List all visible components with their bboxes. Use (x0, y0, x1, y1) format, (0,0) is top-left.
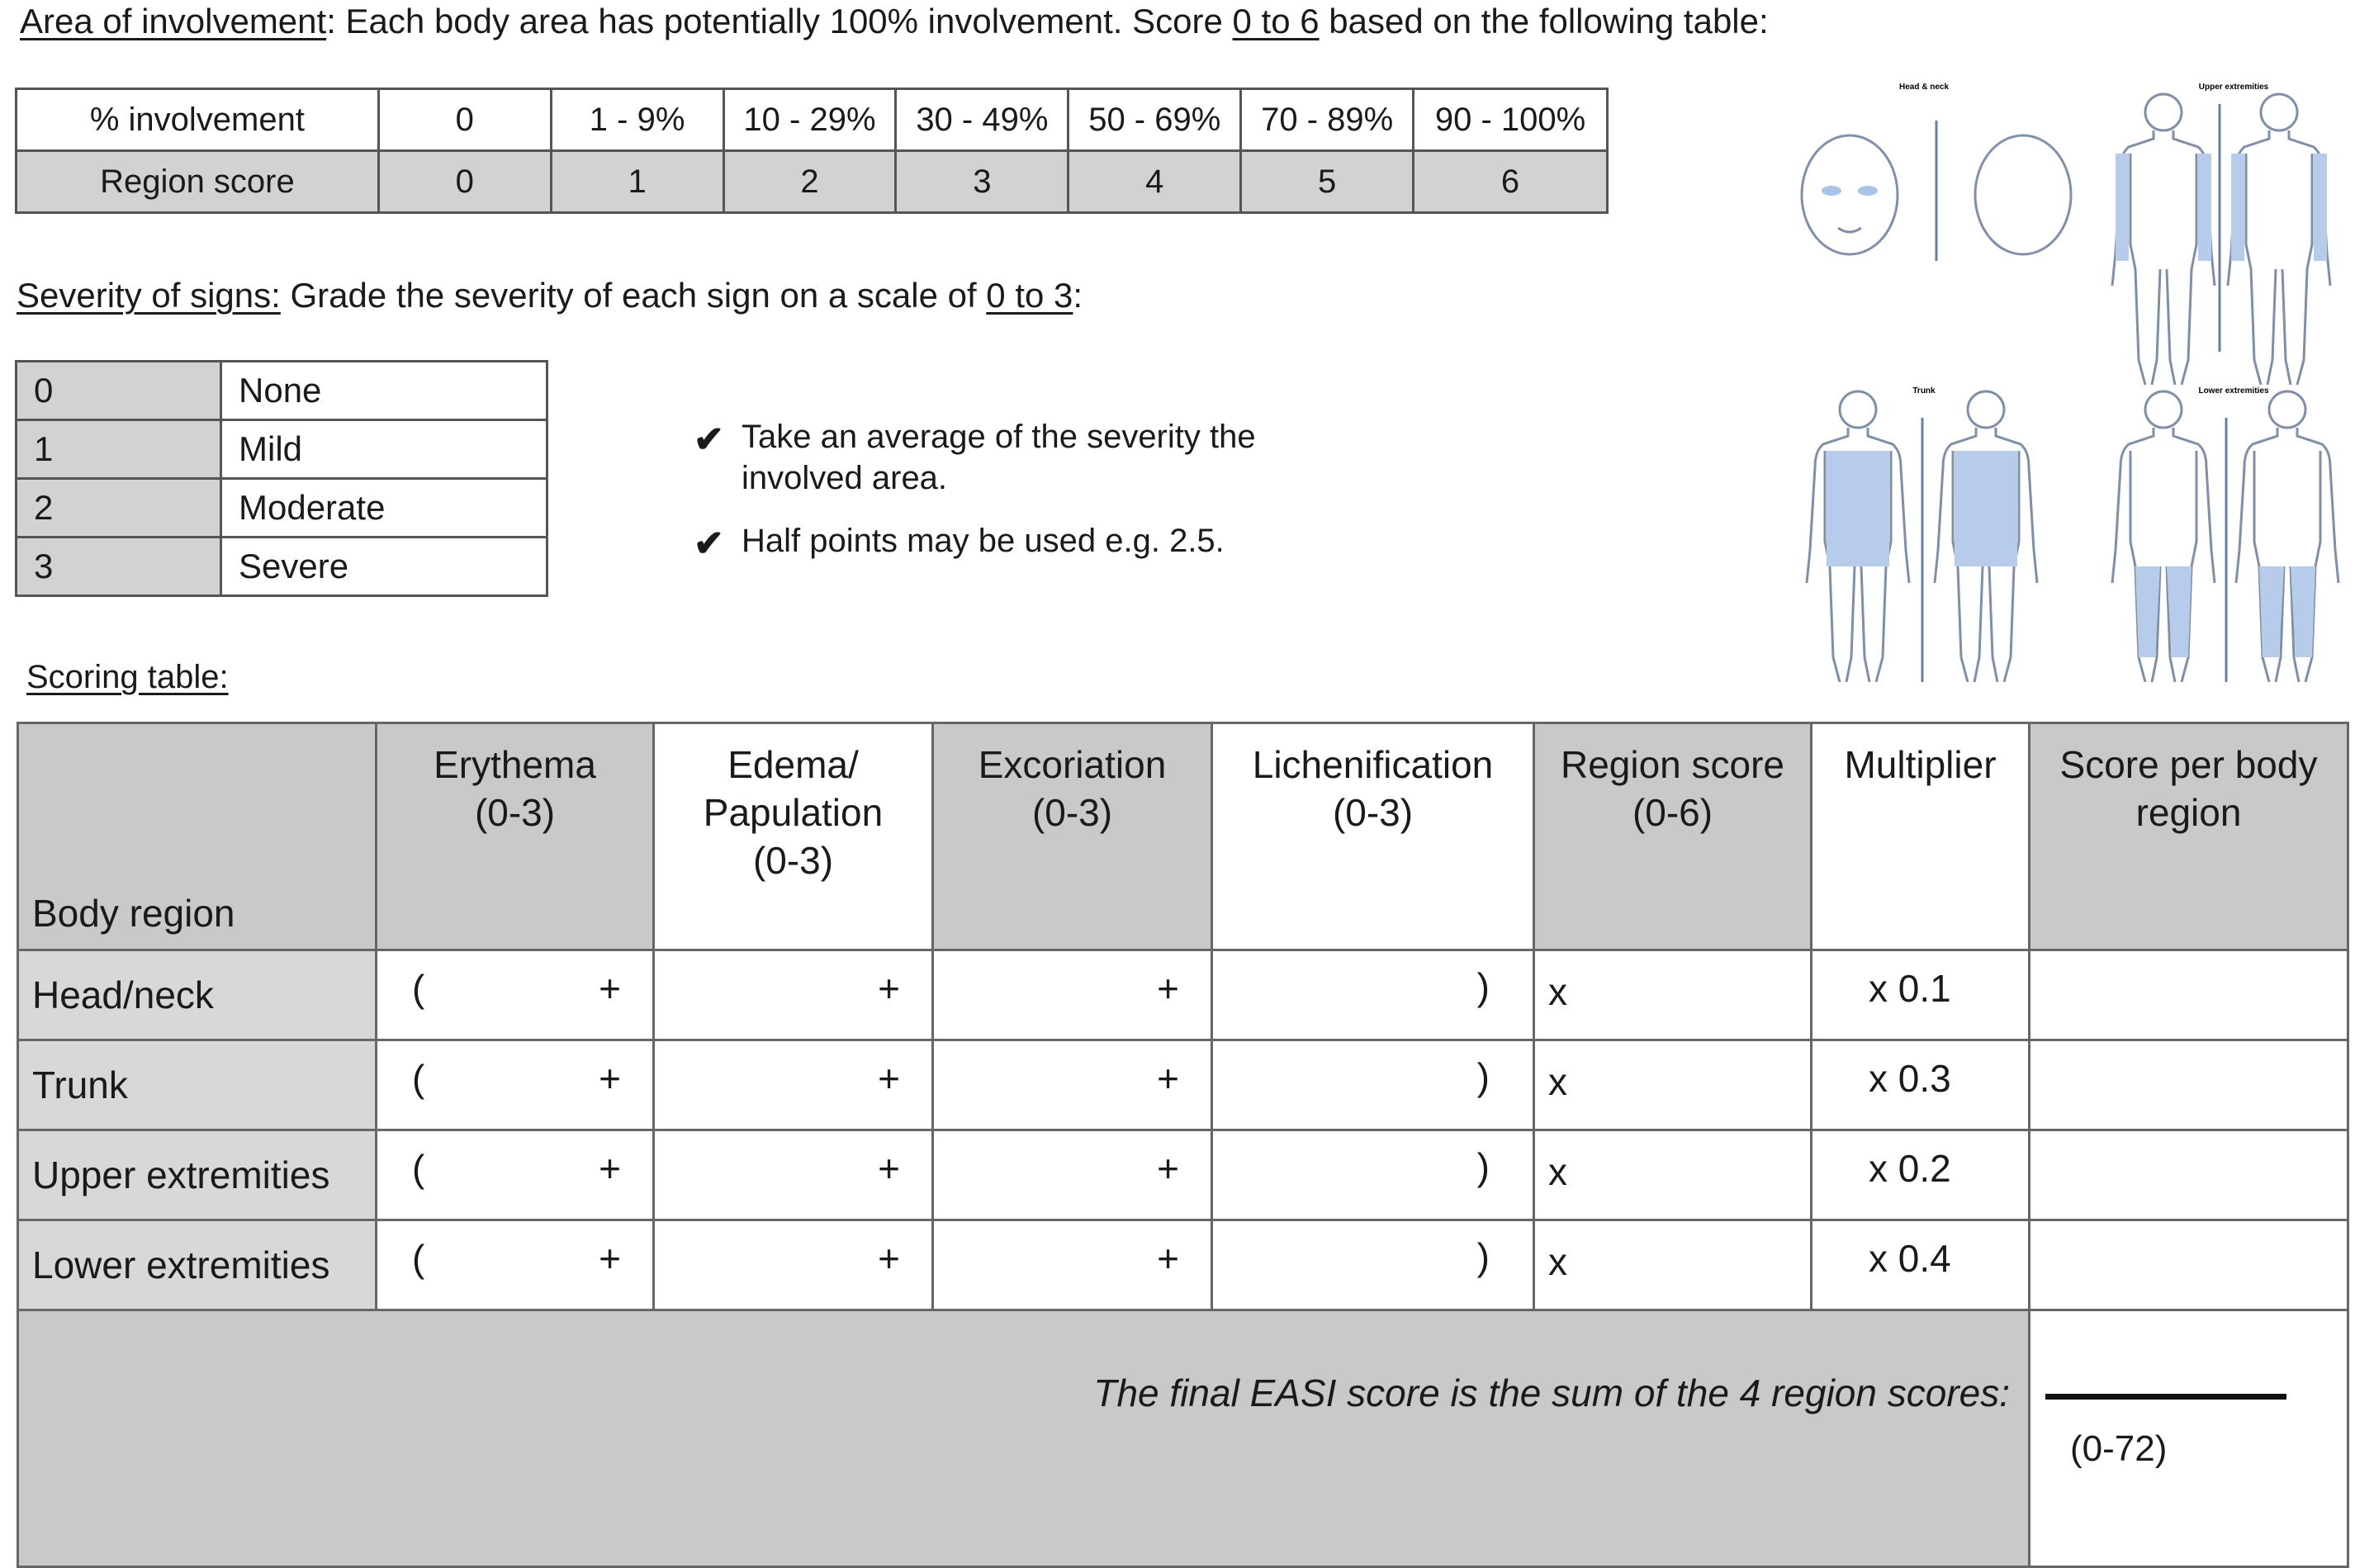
table-row (18, 1130, 2348, 1220)
plus-sign: + (1157, 967, 1179, 1010)
note-line: Take an average of the severity the (742, 419, 1256, 455)
edema-cell[interactable] (654, 1040, 933, 1130)
table-cell: 4 (1069, 151, 1241, 213)
edema-cell[interactable] (654, 1130, 933, 1220)
plus-sign: + (878, 1057, 900, 1100)
header-line: (0-6) (1632, 791, 1713, 834)
lower-back-icon (2236, 391, 2338, 682)
severity-line (17, 276, 1083, 315)
grade-cell: 0 (17, 362, 221, 420)
area-label: Area of involvement (20, 2, 327, 40)
plus-sign: + (878, 1147, 900, 1190)
header-line: Papulation (703, 791, 884, 834)
header-line: Excoriation (978, 743, 1167, 786)
region-score-cell[interactable] (1534, 1040, 1812, 1130)
scoring-table (17, 722, 2349, 1568)
area-text-a: : Each body area has potentially 100% involvement. Score (326, 2, 1233, 40)
header-score-per-region (2030, 723, 2348, 950)
multiplier-cell (1812, 950, 2030, 1040)
severity-text-b: : (1073, 276, 1083, 315)
lichenification-cell[interactable] (1212, 1220, 1534, 1310)
times-sign: x (1548, 1060, 1567, 1103)
close-paren: ) (1476, 1145, 1490, 1188)
checkmark-icon: ✔ (694, 419, 724, 460)
note-average (694, 416, 1256, 499)
final-score-line (2045, 1394, 2286, 1400)
head-back-icon (1975, 135, 2071, 254)
close-paren: ) (1476, 965, 1490, 1008)
erythema-cell[interactable] (377, 1220, 654, 1310)
grade-cell: 2 (17, 479, 221, 538)
excoriation-cell[interactable] (933, 1040, 1212, 1130)
multiplier-cell (1812, 1220, 2030, 1310)
table-cell: Region score (17, 151, 379, 213)
table-cell: 50 - 69% (1069, 89, 1241, 151)
plus-sign: + (1157, 1147, 1179, 1190)
note-line: Half points may be used e.g. 2.5. (742, 523, 1225, 559)
table-cell: 6 (1414, 151, 1608, 213)
table-cell: 70 - 89% (1241, 89, 1414, 151)
open-paren: ( (412, 1057, 425, 1100)
plus-sign: + (599, 1057, 621, 1100)
times-sign: x (1548, 1240, 1567, 1283)
multiplier-value: x 0.3 (1869, 1057, 1951, 1100)
erythema-cell[interactable] (377, 1040, 654, 1130)
plus-sign: + (878, 967, 900, 1010)
excoriation-cell[interactable] (933, 950, 1212, 1040)
multiplier-cell (1812, 1040, 2030, 1130)
header-line: (0-3) (752, 839, 834, 882)
open-paren: ( (412, 1147, 425, 1190)
table-cell: 30 - 49% (896, 89, 1069, 151)
region-name: Upper extremities (18, 1130, 377, 1220)
table-cell: 1 - 9% (551, 89, 723, 151)
table-cell: 3 (896, 151, 1069, 213)
region-score-cell[interactable] (1534, 1130, 1812, 1220)
involvement-row (17, 89, 1608, 151)
plus-sign: + (878, 1237, 900, 1280)
final-score-cell[interactable] (2030, 1310, 2348, 1567)
grade-label-cell: Moderate (221, 479, 547, 538)
close-paren: ) (1476, 1055, 1490, 1098)
score-per-region-cell[interactable] (2030, 950, 2348, 1040)
table-cell: % involvement (17, 89, 379, 151)
header-excoriation (933, 723, 1212, 950)
open-paren: ( (412, 1237, 425, 1280)
table-row (18, 1040, 2348, 1130)
table-cell: 10 - 29% (723, 89, 896, 151)
plus-sign: + (599, 967, 621, 1010)
region-score-cell[interactable] (1534, 950, 1812, 1040)
table-cell: 0 (378, 89, 551, 151)
edema-cell[interactable] (654, 1220, 933, 1310)
area-text-b: based on the following table: (1319, 2, 1769, 40)
close-paren: ) (1476, 1235, 1490, 1278)
plus-sign: + (1157, 1237, 1179, 1280)
header-multiplier: Multiplier (1812, 723, 2030, 950)
header-region-score (1534, 723, 1812, 950)
grade-label-cell: Mild (221, 420, 547, 479)
header-row (18, 723, 2348, 950)
region-name: Lower extremities (18, 1220, 377, 1310)
header-line: (0-3) (1031, 791, 1113, 834)
severity-label: Severity of signs: (17, 276, 281, 315)
lichenification-cell[interactable] (1212, 1040, 1534, 1130)
header-line: Edema/ (727, 743, 859, 786)
figure-label-lower: Lower extremities (2198, 386, 2269, 396)
header-line: Region score (1560, 743, 1785, 786)
plus-sign: + (599, 1237, 621, 1280)
severity-row (17, 479, 547, 538)
times-sign: x (1548, 970, 1567, 1013)
header-edema (654, 723, 933, 950)
figure-label-trunk: Trunk (1912, 386, 1936, 396)
figure-label-upper: Upper extremities (2198, 83, 2269, 92)
excoriation-cell[interactable] (933, 1130, 1212, 1220)
involvement-table (15, 88, 1609, 214)
lichenification-cell[interactable] (1212, 950, 1534, 1040)
table-cell: 5 (1241, 151, 1414, 213)
excoriation-cell[interactable] (933, 1220, 1212, 1310)
open-paren: ( (412, 967, 425, 1010)
score-per-region-cell[interactable] (2030, 1220, 2348, 1310)
score-per-region-cell[interactable] (2030, 1040, 2348, 1130)
region-score-row (17, 151, 1608, 213)
multiplier-value: x 0.4 (1869, 1237, 1951, 1280)
table-row (18, 950, 2348, 1040)
table-cell: 0 (378, 151, 551, 213)
region-name: Trunk (18, 1040, 377, 1130)
area-range: 0 to 6 (1232, 2, 1320, 40)
header-erythema (377, 723, 654, 950)
severity-row (17, 420, 547, 479)
erythema-cell[interactable] (377, 950, 654, 1040)
severity-range: 0 to 3 (986, 276, 1073, 315)
header-line: (0-3) (1332, 791, 1414, 834)
scoring-table-label (26, 659, 229, 696)
score-per-region-cell[interactable] (2030, 1130, 2348, 1220)
header-line: Score per body (2059, 743, 2318, 786)
header-line: Erythema (434, 743, 596, 786)
edema-cell[interactable] (654, 950, 933, 1040)
note-half-points (694, 520, 1225, 564)
severity-table (15, 360, 548, 597)
grade-label-cell: None (221, 362, 547, 420)
trunk-back-icon (1935, 391, 2037, 682)
header-lichenification (1212, 723, 1534, 950)
header-line: (0-3) (474, 791, 556, 834)
note-line: involved area. (742, 460, 948, 496)
final-score-range: (0-72) (2070, 1428, 2168, 1469)
plus-sign: + (599, 1147, 621, 1190)
severity-row (17, 362, 547, 420)
table-cell: 1 (551, 151, 723, 213)
region-score-cell[interactable] (1534, 1220, 1812, 1310)
table-row (18, 1220, 2348, 1310)
upper-front-icon (2112, 94, 2215, 385)
grade-label-cell: Severe (221, 538, 547, 596)
lower-front-icon (2112, 391, 2215, 682)
scoring-label-text: Scoring table: (26, 659, 229, 695)
plus-sign: + (1157, 1057, 1179, 1100)
figure-label-head-neck: Head & neck (1898, 83, 1950, 92)
final-score-text: The final EASI score is the sum of the 4 region scores: (18, 1310, 2030, 1567)
body-regions-figure (1784, 71, 2353, 682)
header-line: Lichenification (1252, 743, 1494, 786)
times-sign: x (1548, 1150, 1567, 1193)
multiplier-value: x 0.2 (1869, 1147, 1951, 1190)
lichenification-cell[interactable] (1212, 1130, 1534, 1220)
grade-cell: 1 (17, 420, 221, 479)
table-cell: 90 - 100% (1414, 89, 1608, 151)
region-name: Head/neck (18, 950, 377, 1040)
area-of-involvement-line (20, 2, 1769, 41)
multiplier-cell (1812, 1130, 2030, 1220)
trunk-front-icon (1807, 391, 1909, 682)
grade-cell: 3 (17, 538, 221, 596)
header-line: region (2135, 791, 2242, 834)
header-body-region: Body region (18, 723, 377, 950)
table-cell: 2 (723, 151, 896, 213)
head-front-icon (1802, 135, 1898, 254)
severity-text-a: Grade the severity of each sign on a scale of (280, 276, 987, 315)
checkmark-icon: ✔ (694, 523, 724, 564)
severity-row (17, 538, 547, 596)
final-score-row (18, 1310, 2348, 1567)
erythema-cell[interactable] (377, 1130, 654, 1220)
multiplier-value: x 0.1 (1869, 967, 1951, 1010)
upper-back-icon (2228, 94, 2330, 385)
